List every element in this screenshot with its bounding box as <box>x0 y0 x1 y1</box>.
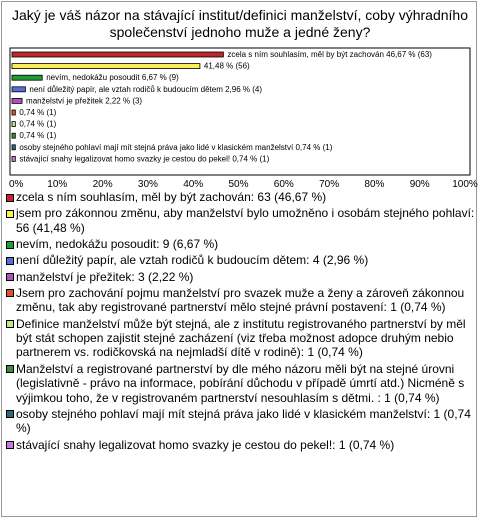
legend-swatch <box>6 194 14 202</box>
legend-item <box>5 237 475 251</box>
x-tick-label: 30% <box>137 179 158 190</box>
bar <box>12 145 15 150</box>
legend-label: Manželství a registrované partnerství by dle mého názoru měli být na stejné úrovni (legislativně - právo na informace, pobírání důchodu v případě úmrtí atd.) Nicméně s výjimkou toho, že v registrovaném partnerství nesouhlasím s dětmi. : 1 (0,74 %) <box>16 361 465 405</box>
legend-swatch <box>6 320 14 328</box>
legend-item <box>5 317 475 360</box>
legend-label: Definice manželství může být stejná, ale z institutu registrovaného partnerství by měl být stát schopen zajistit stejné zacházení (viz třeba možnost adopce druhým nebio partnerem vs. rodičkovská na nejmladší dítě v rodině): 1 (0,74 %) <box>16 316 466 360</box>
legend-label: stávající snahy legalizovat homo svazky je cestou do pekel!: 1 (0,74 %) <box>16 437 395 452</box>
bar-value-label: 0,74 % (1) <box>19 108 57 117</box>
legend-item <box>5 190 475 204</box>
legend-label: manželství je přežitek: 3 (2,22 %) <box>16 269 194 284</box>
legend-item <box>5 438 475 452</box>
legend-item <box>5 270 475 284</box>
legend-item <box>5 286 475 315</box>
bar <box>12 52 223 57</box>
bar-value-label: 41,48 % (56) <box>203 61 250 71</box>
legend-label: není důležitý papír, ale vztah rodičů k budoucím dětem: 4 (2,96 %) <box>16 253 369 268</box>
bar <box>12 110 15 115</box>
legend-item <box>5 253 475 267</box>
legend-swatch <box>6 441 14 449</box>
legend <box>5 190 475 454</box>
bar <box>12 133 15 138</box>
bar-value-label: zcela s ním souhlasím, měl by být zachován 46,67 % (63) <box>227 50 432 59</box>
legend-label: osoby stejného pohlaví mají mít stejná práva jako lidé v klasickém manželství: 1 (0,74 %) <box>16 406 471 436</box>
bar <box>12 64 200 69</box>
bar-value-label: stávající snahy legalizovat homo svazky je cestou do pekel! 0,74 % (1) <box>19 154 270 164</box>
x-tick-label: 100% <box>452 179 478 190</box>
x-tick-label: 40% <box>183 179 204 190</box>
x-tick-label: 0% <box>9 179 24 190</box>
bar-value-label: nevím, nedokážu posoudit 6,67 % (9) <box>46 73 179 83</box>
x-tick-label: 20% <box>92 179 113 190</box>
bar <box>12 87 25 92</box>
legend-item <box>5 362 475 405</box>
x-tick-label: 70% <box>319 179 340 190</box>
bar <box>12 122 15 127</box>
bar <box>12 156 15 161</box>
x-tick-label: 50% <box>228 179 249 190</box>
bar-chart <box>0 0 480 190</box>
x-tick-label: 10% <box>47 179 68 190</box>
legend-swatch <box>6 289 14 297</box>
bar-value-label: 0,74 % (1) <box>19 131 57 141</box>
legend-label: zcela s ním souhlasím, měl by být zachován: 63 (46,67 %) <box>16 190 327 204</box>
bar-value-label: 0,74 % (1) <box>19 119 57 129</box>
bar-value-label: není důležitý papír, ale vztah rodičů k budoucím dětem 2,96 % (4) <box>29 84 262 94</box>
legend-label: Jsem pro zachování pojmu manželství pro svazek muže a ženy a zároveň zákonnou změnu, tak aby registrované partnerství mělo stejné právní postavení: 1 (0,74 %) <box>16 285 465 315</box>
legend-swatch <box>6 365 14 373</box>
legend-swatch <box>6 410 14 418</box>
bar-value-label: osoby stejného pohlaví mají mít stejná práva jako lidé v klasickém manželství 0,74 % (1) <box>19 142 333 152</box>
legend-label: jsem pro zákonnou změnu, aby manželství bylo umožněno i osobám stejného pohlaví: 56 (41,48 %) <box>16 206 475 235</box>
bar-value-label: manželství je přežitek 2,22 % (3) <box>26 96 143 106</box>
bar <box>12 75 42 80</box>
legend-swatch <box>6 241 14 249</box>
chart-title: Jaký je váš názor na stávající institut/definici manželství, coby výhradního společenství jednoho muže a jedné ženy? <box>12 7 468 40</box>
legend-swatch <box>6 273 14 281</box>
x-tick-label: 80% <box>364 179 385 190</box>
legend-item <box>5 407 475 436</box>
bar <box>12 98 22 103</box>
legend-swatch <box>6 257 14 265</box>
legend-swatch <box>6 210 14 218</box>
legend-label: nevím, nedokážu posoudit: 9 (6,67 %) <box>16 237 219 251</box>
legend-item <box>5 206 475 235</box>
x-tick-label: 90% <box>409 179 430 190</box>
x-tick-label: 60% <box>273 179 294 190</box>
